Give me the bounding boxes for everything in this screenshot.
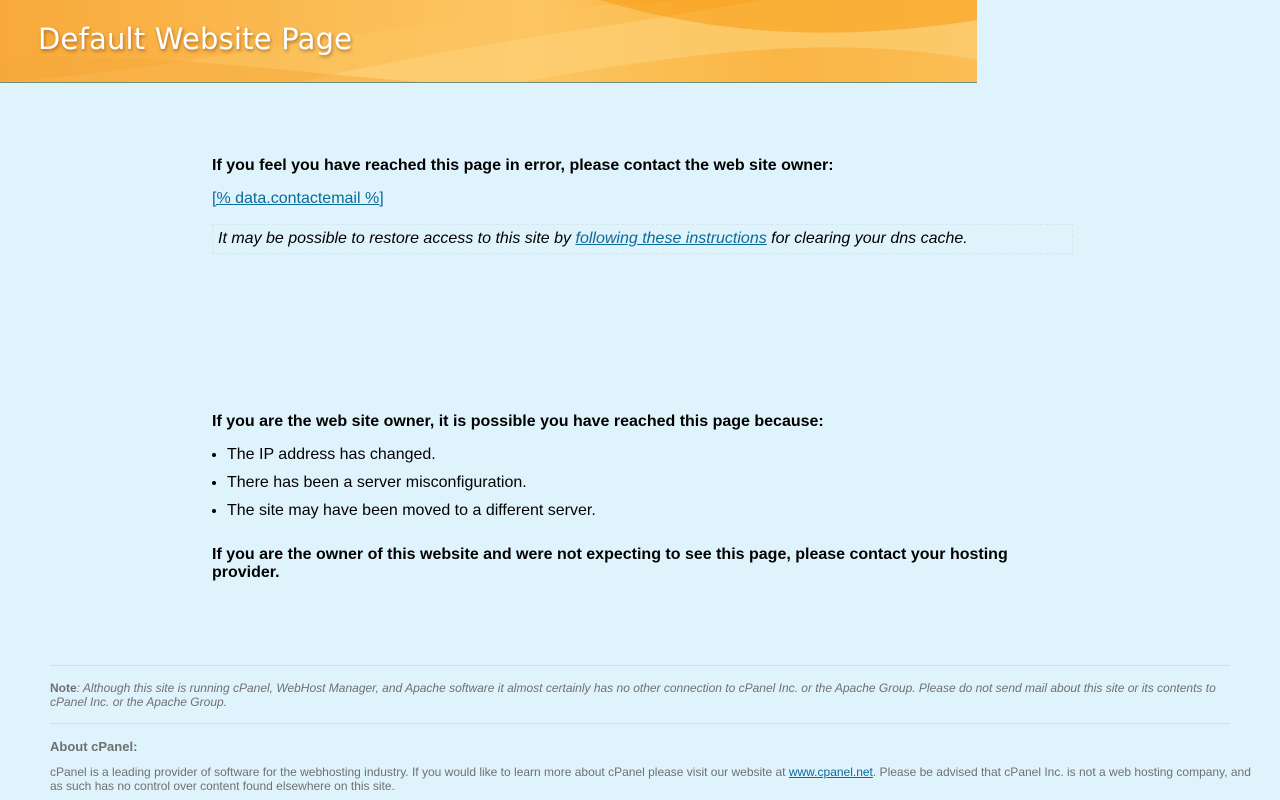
footer-note: [50, 681, 1230, 709]
list-item: • The IP address has changed.: [227, 446, 596, 464]
footer-divider: [50, 665, 1230, 666]
list-item: • The site may have been moved to a different server.: [227, 502, 596, 520]
page-title: Default Website Page: [38, 22, 353, 56]
owner-heading: If you are the web site owner, it is possible you have reached this page because:: [212, 413, 824, 430]
reasons-list: [212, 446, 596, 530]
error-heading: If you feel you have reached this page in error, please contact the web site owner:: [212, 157, 834, 174]
header-banner: [0, 0, 977, 83]
cpanel-website-link[interactable]: www.cpanel.net: [788, 765, 873, 779]
about-text: [50, 765, 1255, 793]
dns-instructions-link[interactable]: following these instructions: [575, 230, 767, 247]
dns-note-text-after: for clearing your dns cache.: [766, 230, 968, 247]
list-item: • There has been a server misconfiguration.: [227, 474, 596, 492]
about-text-after: . Please be advised that cPanel Inc. is not a web hosting company, and as such has no control over content found elsewhere on this site.: [50, 765, 1251, 793]
about-text-before: cPanel is a leading provider of software for the webhosting industry. If you would like to learn more about cPanel please visit our website at: [50, 765, 789, 779]
note-text: : Although this site is running cPanel, WebHost Manager, and Apache software it almost certainly has no other connection to cPanel Inc. or the Apache Group. Please do not send mail about this site or its contents to cPanel Inc. or the Apache Group.: [50, 681, 1216, 709]
dns-note-text-before: It may be possible to restore access to this site by: [218, 230, 576, 247]
owner-closing-note: If you are the owner of this website and were not expecting to see this page, please contact your hosting provider.: [212, 546, 1008, 581]
footer: [50, 665, 1251, 793]
contact-email-link[interactable]: [% data.contactemail %]: [212, 190, 384, 207]
dns-cache-notice: [212, 224, 1073, 254]
note-label: Note: [50, 681, 77, 695]
about-title: About cPanel:: [50, 739, 138, 754]
footer-divider-2: [50, 723, 1230, 724]
